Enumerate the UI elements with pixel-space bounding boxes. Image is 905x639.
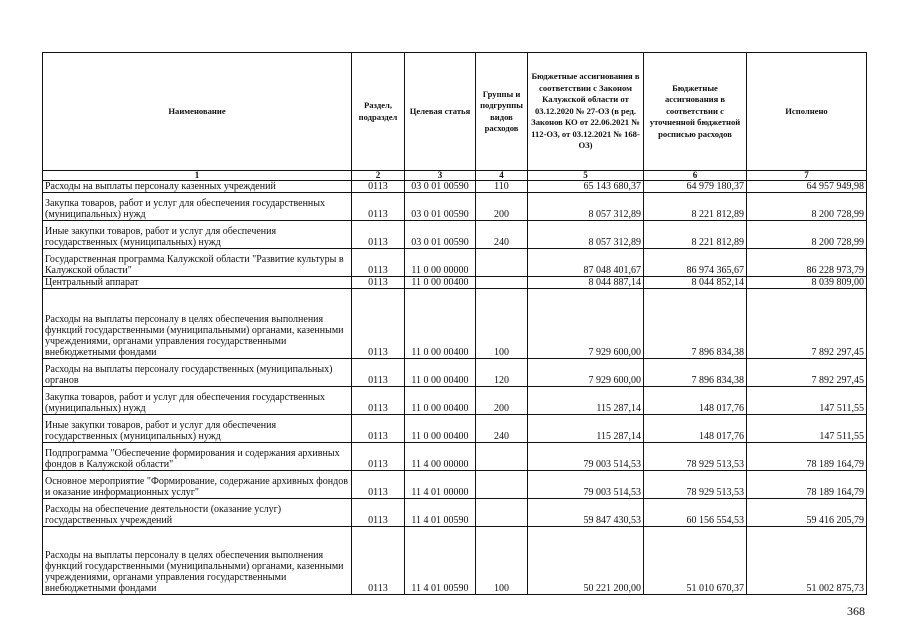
table-row	[43, 277, 867, 289]
row-name: Центральный аппарат	[43, 277, 352, 289]
row-name: Основное мероприятие "Формирование, содержание архивных фондов и оказание информационных услуг"	[43, 471, 352, 499]
column-header-law: Бюджетные ассигнования в соответствии с Законом Калужской области от 03.12.2020 № 27-ОЗ (в ред. Законов КО от 22.06.2021 № 112-ОЗ, от 03.12.2021 № 168-ОЗ)	[528, 53, 644, 171]
row-target: 11 0 00 00400	[405, 415, 476, 443]
row-target: 11 0 00 00400	[405, 289, 476, 359]
row-done-amount: 8 039 809,00	[747, 277, 867, 289]
row-plan-amount: 8 221 812,89	[644, 193, 747, 221]
table-row	[43, 221, 867, 249]
row-plan-amount: 8 044 852,14	[644, 277, 747, 289]
table-row	[43, 181, 867, 193]
table-row	[43, 289, 867, 359]
table-row	[43, 359, 867, 387]
row-target: 11 0 00 00000	[405, 249, 476, 277]
table-row	[43, 527, 867, 595]
row-plan-amount: 64 979 180,37	[644, 181, 747, 193]
row-done-amount: 147 511,55	[747, 415, 867, 443]
row-target: 11 4 00 00000	[405, 443, 476, 471]
column-header-plan: Бюджетные ассигнования в соответствии с уточненной бюджетной росписью расходов	[644, 53, 747, 171]
row-name: Иные закупки товаров, работ и услуг для обеспечения государственных (муниципальных) нужд	[43, 221, 352, 249]
row-law-amount: 7 929 600,00	[528, 359, 644, 387]
row-law-amount: 115 287,14	[528, 387, 644, 415]
column-number: 4	[476, 171, 528, 181]
row-plan-amount: 7 896 834,38	[644, 289, 747, 359]
column-number: 7	[747, 171, 867, 181]
row-name: Иные закупки товаров, работ и услуг для обеспечения государственных (муниципальных) нужд	[43, 415, 352, 443]
row-group: 240	[476, 221, 528, 249]
table-row	[43, 249, 867, 277]
row-name: Расходы на выплаты персоналу казенных учреждений	[43, 181, 352, 193]
row-plan-amount: 148 017,76	[644, 387, 747, 415]
row-section: 0113	[352, 289, 405, 359]
column-header-section: Раздел, подраздел	[352, 53, 405, 171]
row-section: 0113	[352, 221, 405, 249]
row-group: 200	[476, 387, 528, 415]
row-target: 03 0 01 00590	[405, 181, 476, 193]
row-done-amount: 86 228 973,79	[747, 249, 867, 277]
column-number: 3	[405, 171, 476, 181]
row-plan-amount: 8 221 812,89	[644, 221, 747, 249]
row-done-amount: 8 200 728,99	[747, 193, 867, 221]
row-done-amount: 64 957 949,98	[747, 181, 867, 193]
column-header-done: Исполнено	[747, 53, 867, 171]
row-group: 120	[476, 359, 528, 387]
row-target: 11 0 00 00400	[405, 359, 476, 387]
row-law-amount: 8 057 312,89	[528, 193, 644, 221]
row-target: 11 0 00 00400	[405, 387, 476, 415]
row-law-amount: 79 003 514,53	[528, 471, 644, 499]
row-law-amount: 115 287,14	[528, 415, 644, 443]
row-name: Закупка товаров, работ и услуг для обеспечения государственных (муниципальных) нужд	[43, 387, 352, 415]
table-row	[43, 499, 867, 527]
row-done-amount: 78 189 164,79	[747, 471, 867, 499]
row-done-amount: 7 892 297,45	[747, 359, 867, 387]
row-section: 0113	[352, 193, 405, 221]
row-done-amount: 59 416 205,79	[747, 499, 867, 527]
header-row	[43, 53, 867, 171]
row-plan-amount: 86 974 365,67	[644, 249, 747, 277]
row-name: Подпрограмма "Обеспечение формирования и содержания архивных фондов в Калужской области"	[43, 443, 352, 471]
row-target: 11 4 01 00000	[405, 471, 476, 499]
row-section: 0113	[352, 527, 405, 595]
row-section: 0113	[352, 387, 405, 415]
row-target: 11 4 01 00590	[405, 527, 476, 595]
budget-table	[42, 52, 867, 595]
page-number: 368	[847, 604, 865, 618]
column-header-target: Целевая статья	[405, 53, 476, 171]
row-law-amount: 8 044 887,14	[528, 277, 644, 289]
column-number: 2	[352, 171, 405, 181]
table-row	[43, 415, 867, 443]
row-name: Расходы на выплаты персоналу в целях обеспечения выполнения функций государственными (муниципальными) органами, казенными учреждениями, органами управления государственными внебюджетными фондами	[43, 527, 352, 595]
row-law-amount: 79 003 514,53	[528, 443, 644, 471]
row-group	[476, 249, 528, 277]
row-name: Расходы на выплаты персоналу государственных (муниципальных) органов	[43, 359, 352, 387]
row-plan-amount: 60 156 554,53	[644, 499, 747, 527]
table-row	[43, 193, 867, 221]
row-group: 200	[476, 193, 528, 221]
row-section: 0113	[352, 249, 405, 277]
row-group: 240	[476, 415, 528, 443]
row-law-amount: 8 057 312,89	[528, 221, 644, 249]
row-plan-amount: 51 010 670,37	[644, 527, 747, 595]
table-row	[43, 443, 867, 471]
row-group	[476, 471, 528, 499]
row-law-amount: 65 143 680,37	[528, 181, 644, 193]
table-row	[43, 471, 867, 499]
row-section: 0113	[352, 359, 405, 387]
row-done-amount: 147 511,55	[747, 387, 867, 415]
column-number: 6	[644, 171, 747, 181]
row-name: Расходы на выплаты персоналу в целях обеспечения выполнения функций государственными (муниципальными) органами, казенными учреждениями, органами управления государственными внебюджетными фондами	[43, 289, 352, 359]
row-law-amount: 87 048 401,67	[528, 249, 644, 277]
row-done-amount: 8 200 728,99	[747, 221, 867, 249]
row-section: 0113	[352, 181, 405, 193]
row-plan-amount: 78 929 513,53	[644, 471, 747, 499]
row-name: Государственная программа Калужской области "Развитие культуры в Калужской области"	[43, 249, 352, 277]
column-number-row	[43, 171, 867, 181]
row-group	[476, 499, 528, 527]
row-group: 110	[476, 181, 528, 193]
row-done-amount: 51 002 875,73	[747, 527, 867, 595]
row-law-amount: 50 221 200,00	[528, 527, 644, 595]
row-plan-amount: 7 896 834,38	[644, 359, 747, 387]
row-section: 0113	[352, 471, 405, 499]
row-section: 0113	[352, 277, 405, 289]
column-number: 5	[528, 171, 644, 181]
row-law-amount: 7 929 600,00	[528, 289, 644, 359]
row-section: 0113	[352, 499, 405, 527]
row-target: 11 4 01 00590	[405, 499, 476, 527]
column-header-name: Наименование	[43, 53, 352, 171]
row-done-amount: 78 189 164,79	[747, 443, 867, 471]
row-plan-amount: 148 017,76	[644, 415, 747, 443]
column-number: 1	[43, 171, 352, 181]
row-group: 100	[476, 289, 528, 359]
row-group	[476, 443, 528, 471]
row-section: 0113	[352, 415, 405, 443]
row-target: 11 0 00 00400	[405, 277, 476, 289]
row-law-amount: 59 847 430,53	[528, 499, 644, 527]
row-done-amount: 7 892 297,45	[747, 289, 867, 359]
row-name: Расходы на обеспечение деятельности (оказание услуг) государственных учреждений	[43, 499, 352, 527]
row-group: 100	[476, 527, 528, 595]
table-row	[43, 387, 867, 415]
column-header-group: Группы и подгруппы видов расходов	[476, 53, 528, 171]
row-name: Закупка товаров, работ и услуг для обеспечения государственных (муниципальных) нужд	[43, 193, 352, 221]
row-section: 0113	[352, 443, 405, 471]
row-target: 03 0 01 00590	[405, 193, 476, 221]
row-target: 03 0 01 00590	[405, 221, 476, 249]
row-group	[476, 277, 528, 289]
row-plan-amount: 78 929 513,53	[644, 443, 747, 471]
